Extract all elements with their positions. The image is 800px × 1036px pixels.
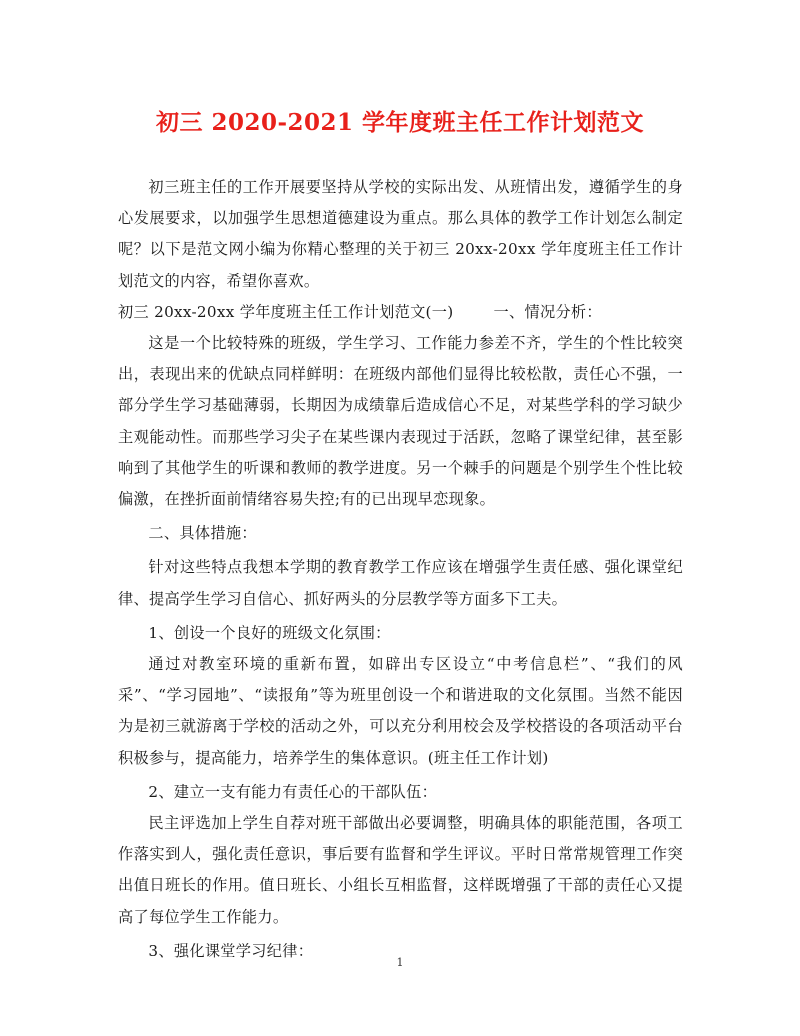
item2-paragraph: 民主评选加上学生自荐对班干部做出必要调整，明确具体的职能范围，各项工作落实到人，强化责任意识，事后要有监督和学生评议。平时日常常规管理工作突出值日班长的作用。值日班长、小组长互相监督，这样既增强了干部的责任心又提高了每位学生工作能力。 bbox=[118, 814, 683, 926]
subtitle-text: 初三 20xx-20xx 学年度班主任工作计划范文(一) bbox=[118, 302, 454, 321]
situation-paragraph: 这是一个比较特殊的班级，学生学习、工作能力参差不齐，学生的个性比较突出，表现出来的优缺点同样鲜明：在班级内部他们显得比较松散，责任心不强，一部分学生学习基础薄弱，长期因为成绩靠后造成信心不足，对某些学科的学习缺少主观能动性。而那些学习尖子在某些课内表现过于活跃，忽略了课堂纪律，甚至影响到了其他学生的听课和教师的教学进度。另一个棘手的问题是个别学生个性比较偏激，在挫折面前情绪容易失控;有的已出现早恋现象。 bbox=[118, 334, 683, 509]
subtitle-line bbox=[118, 297, 683, 328]
page-number: 1 bbox=[396, 956, 404, 969]
item3-heading: 3、强化课堂学习纪律： bbox=[148, 941, 314, 960]
document-title: 初三 2020-2021 学年度班主任工作计划范文 bbox=[155, 109, 645, 136]
measures-intro-paragraph: 针对这些特点我想本学期的教育教学工作应该在增强学生责任感、强化课堂纪律、提高学生学习自信心、抓好两头的分层教学等方面多下工夫。 bbox=[118, 558, 683, 608]
item1-heading: 1、创设一个良好的班级文化氛围： bbox=[148, 623, 391, 642]
section2-heading: 二、具体措施： bbox=[148, 524, 257, 543]
intro-paragraph: 初三班主任的工作开展要坚持从学校的实际出发、从班情出发，遵循学生的身心发展要求，以加强学生思想道德建设为重点。那么具体的教学工作计划怎么制定呢？以下是范文网小编为你精心整理的关于初三 20xx-20xx 学年度班主任工作计划范文的内容，希望你喜欢。 bbox=[118, 178, 683, 290]
document-body bbox=[118, 172, 683, 967]
item1-paragraph: 通过对教室环境的重新布置，如辟出专区设立“中考信息栏”、“我们的风采”、“学习园地”、“读报角”等为班里创设一个和谐进取的文化氛围。当然不能因为是初三就游离于学校的活动之外，可以充分利用校会及学校搭设的各项活动平台积极参与，提高能力，培养学生的集体意识。(班主任工作计划) bbox=[118, 655, 683, 767]
section1-heading: 一、情况分析： bbox=[493, 302, 602, 321]
item2-heading: 2、建立一支有能力有责任心的干部队伍： bbox=[148, 782, 438, 801]
